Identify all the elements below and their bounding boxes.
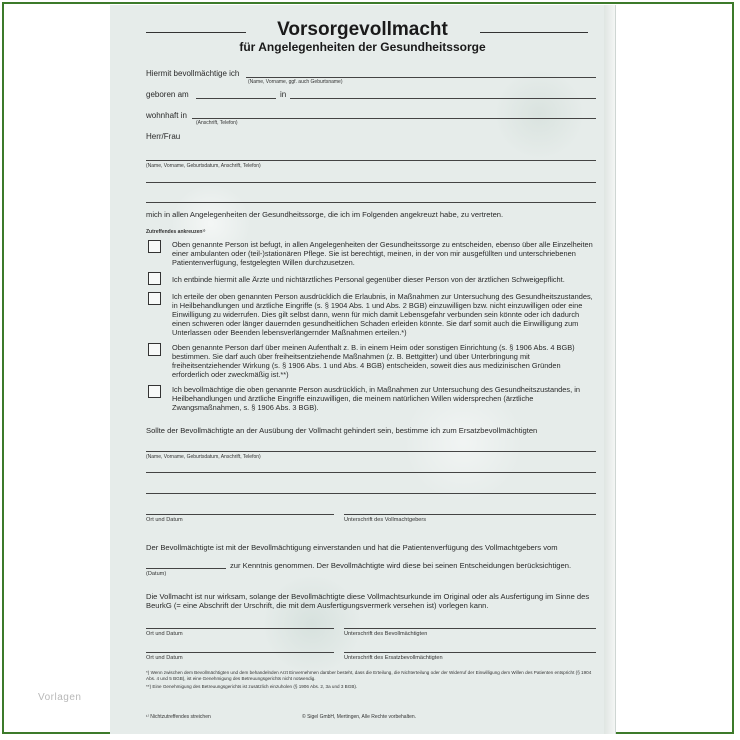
agent-line-3[interactable]	[146, 202, 596, 203]
agent-hint: (Name, Vorname, Geburtsdatum, Anschrift, Telefon)	[146, 163, 261, 169]
substitute-signature-line[interactable]	[344, 652, 596, 653]
place-date-label-3: Ort und Datum	[146, 655, 183, 661]
option-3-checkbox[interactable]	[148, 292, 161, 305]
validity-text: Die Vollmacht ist nur wirksam, solange der Bevollmächtigte diese Vollmachtsurkunde im Original oder als Ausfertigung im Sinne des BeurkG (= eine Abschrift der Urschrift, die mit dem Ausfertigungsvermerk versehen ist) vorlegen kann.	[146, 592, 590, 610]
option-3-text: Ich erteile der oben genannten Person ausdrücklich die Erlaubnis, in Maßnahmen zur Untersuchung des Gesundheitszustandes, in Heilbehandlungen und ärztliche Eingriffe (s. § 1904 Abs. 1 und Abs. 2 BGB) einzuwilligen bzw. nicht einzuwilligen oder eine Einwilligung zu widerrufen. Dies gilt selbst dann, wenn für mich damit Lebensgefahr verbunden sein könnte oder ich dadurch einen schweren oder länger dauernden gesundheitlichen Schaden erleiden könnte. Sie darf somit auch die Einwilligung zum Unterlassen oder Beenden lebensverlängernder Maßnahmen erteilen.*)	[172, 292, 593, 337]
option-4-text: Oben genannte Person darf über meinen Aufenthalt z. B. in einem Heim oder sonstigen Einrichtung (s. § 1906 Abs. 4 BGB) bestimmen. Sie darf auch über freiheitsentziehende Maßnahmen (z. B. Bettgitter) und über Unterbringung mit freiheitsentziehender Wirkung (s. § 1906 Abs. 1 und Abs. 4 BGB) entscheiden, soweit dies aus medizinischen Gründen erforderlich oder zweckmäßig ist.**)	[172, 343, 575, 379]
substitute-line-2[interactable]	[146, 472, 596, 473]
sheet-edge	[604, 5, 615, 734]
in-label: in	[280, 90, 287, 99]
footnote-2: **) Eine Genehmigung des Betreuungsgerichts ist zusätzlich einzuholen (§ 1906 Abs. 2, 3a und 3 BGB).	[146, 684, 358, 689]
place-date-line-2[interactable]	[146, 628, 334, 629]
footnote-1: *) Wenn zwischen dem Bevollmächtigten und dem behandelnden Arzt Einvernehmen darüber besteht, dass die Erteilung, die Nichterteilung oder der Widerruf der Einwilligung dem Willen des Patienten entspricht (§ 1904 Abs. 4 und 5 BGB), ist eine Genehmigung des Betreuungsgerichts nicht notwendig.	[146, 670, 592, 681]
grantor-signature-line[interactable]	[344, 514, 596, 515]
noted-text: zur Kenntnis genommen. Der Bevollmächtigte wird diese bei seinen Entscheidungen berücksichtigen.	[230, 561, 572, 570]
substitute-hint: (Name, Vorname, Geburtsdatum, Anschrift, Telefon)	[146, 454, 261, 460]
substitute-text: Sollte der Bevollmächtigte an der Ausübung der Vollmacht gehindert sein, bestimme ich zum Ersatzbevollmächtigten	[146, 426, 538, 435]
place-date-line-3[interactable]	[146, 652, 334, 653]
address-line[interactable]	[192, 118, 596, 119]
herr-frau-label: Herr/Frau	[146, 132, 181, 141]
substitute-line-3[interactable]	[146, 493, 596, 494]
option-5-checkbox[interactable]	[148, 385, 161, 398]
date-line[interactable]	[146, 568, 226, 569]
option-4-checkbox[interactable]	[148, 343, 161, 356]
place-date-label-1: Ort und Datum	[146, 517, 183, 523]
substitute-line-1[interactable]	[146, 451, 596, 452]
place-date-label-2: Ort und Datum	[146, 631, 183, 637]
agent-line-1[interactable]	[146, 160, 596, 161]
substitute-signature-label: Unterschrift des Ersatzbevollmächtigten	[344, 655, 443, 661]
document-title: Vorsorgevollmacht	[277, 19, 448, 40]
address-hint: (Anschrift, Telefon)	[196, 120, 238, 126]
watermark: Vorlagen	[38, 692, 82, 703]
option-2-checkbox[interactable]	[148, 272, 161, 285]
document-subtitle: für Angelegenheiten der Gesundheitssorge	[239, 40, 486, 54]
represent-text: mich in allen Angelegenheiten der Gesundheitssorge, die ich im Folgenden angekreuzt habe, zu vertreten.	[146, 210, 504, 219]
resident-label: wohnhaft in	[146, 111, 187, 120]
date-hint: (Datum)	[146, 571, 167, 577]
born-label: geboren am	[146, 90, 189, 99]
agent-signature-label: Unterschrift des Bevollmächtigten	[344, 631, 428, 637]
birth-date-line[interactable]	[196, 98, 276, 99]
agent-signature-line[interactable]	[344, 628, 596, 629]
intro-label: Hiermit bevollmächtige ich	[146, 69, 240, 78]
agree-text: Der Bevollmächtigte ist mit der Bevollmächtigung einverstanden und hat die Patientenverfügung des Vollmachtgebers vom	[146, 543, 558, 552]
copyright: © Sigel GmbH, Mertingen, Alle Rechte vorbehalten.	[302, 714, 417, 720]
check-hint: Zutreffendes ankreuzen¹⁾	[146, 229, 206, 235]
place-date-line-1[interactable]	[146, 514, 334, 515]
bottom-note: ¹⁾ Nichtzutreffendes streichen	[146, 714, 211, 720]
birth-place-line[interactable]	[290, 98, 596, 99]
option-1-text: Oben genannte Person ist befugt, in allen Angelegenheiten der Gesundheitssorge zu entscheiden, ebenso über alle Einzelheiten einer ambulanten oder (teil-)stationären Pflege. Sie ist berechtigt, meinen, in der von mir ausgefüllten und unterschriebenen Patientenverfügung, festgelegten Willen durchzusetzen.	[172, 240, 593, 267]
grantor-name-line[interactable]	[246, 77, 596, 78]
grantor-signature-label: Unterschrift des Vollmachtgebers	[344, 517, 427, 523]
grantor-name-hint: (Name, Vorname, ggf. auch Geburtsname)	[248, 79, 343, 85]
option-5-text: Ich bevollmächtige die oben genannte Person ausdrücklich, in Maßnahmen zur Untersuchung des Gesundheitszustandes, in Heilbehandlungen und ärztliche Eingriffe einzuwilligen, die meinem natürlichen Willen widersprechen (ärztliche Zwangsmaßnahmen, s. § 1906 Abs. 3 BGB).	[172, 385, 580, 412]
option-1-checkbox[interactable]	[148, 240, 161, 253]
agent-line-2[interactable]	[146, 182, 596, 183]
option-2-text: Ich entbinde hiermit alle Ärzte und nichtärztliches Personal gegenüber dieser Person von der ärztlichen Schweigepflicht.	[172, 275, 565, 284]
